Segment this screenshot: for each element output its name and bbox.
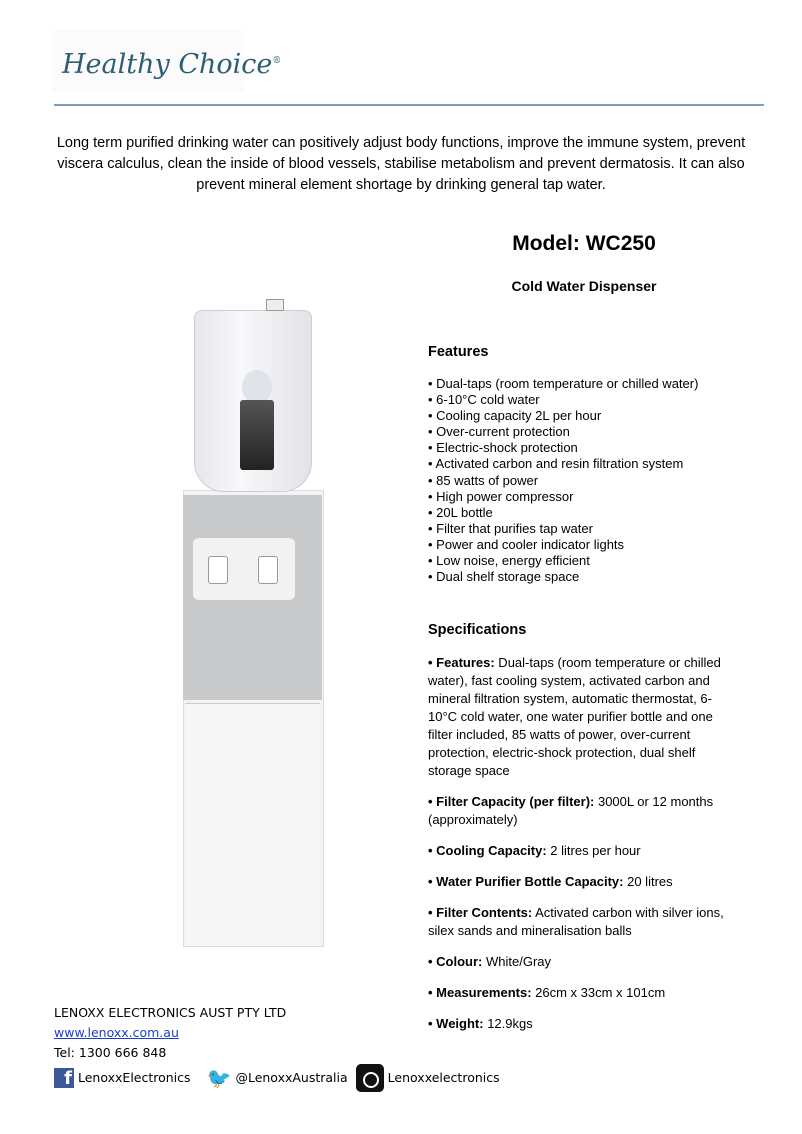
spec-value: Activated carbon with silver ions, silex sands and mineralisation balls (428, 905, 724, 938)
features-list (428, 376, 698, 585)
feature-item: • Dual shelf storage space (428, 569, 580, 585)
spec-item (428, 953, 738, 971)
spec-label: • Filter Contents: (428, 905, 533, 920)
spec-label: • Cooling Capacity: (428, 843, 547, 858)
social-links (54, 1064, 500, 1092)
feature-item: • 6-10°C cold water (428, 392, 540, 408)
instagram-icon[interactable] (356, 1064, 384, 1092)
feature-item: • 20L bottle (428, 504, 493, 520)
logo-mark: ® (272, 56, 282, 66)
feature-item: • Electric-shock protection (428, 440, 578, 456)
spec-value: 3000L or 12 months (approximately) (428, 794, 714, 827)
feature-item: • 85 watts of power (428, 472, 539, 488)
storage-door (185, 703, 320, 946)
spec-value: White/Gray (482, 954, 551, 969)
spec-item (428, 904, 738, 940)
instagram-handle[interactable]: Lenoxxelectronics (387, 1070, 500, 1085)
model-title: Model: WC250 (512, 232, 656, 255)
spec-item (428, 873, 738, 891)
mineral-bulb (242, 370, 272, 404)
spec-label: • Filter Capacity (per filter): (428, 794, 595, 809)
product-subtitle: Cold Water Dispenser (511, 278, 657, 294)
company-name: LENOXX ELECTRONICS AUST PTY LTD (54, 1005, 287, 1020)
features-heading: Features (428, 344, 489, 360)
spec-value: 26cm x 33cm x 101cm (531, 985, 666, 1000)
spec-item (428, 654, 738, 780)
room-temp-tap (208, 556, 228, 584)
spec-label: • Water Purifier Bottle Capacity: (428, 874, 624, 889)
spec-label: • Colour: (428, 954, 483, 969)
feature-item: • Cooling capacity 2L per hour (428, 408, 602, 424)
feature-item: • Dual-taps (room temperature or chilled water) (428, 376, 699, 391)
website-link[interactable]: www.lenoxx.com.au (54, 1025, 179, 1040)
twitter-handle[interactable]: @LenoxxAustralia (235, 1070, 348, 1085)
healthy-choice-logo (52, 30, 282, 92)
feature-item: • Activated carbon and resin filtration system (428, 456, 684, 472)
twitter-icon[interactable]: 🐦 (206, 1066, 232, 1090)
feature-item: • Power and cooler indicator lights (428, 536, 625, 552)
filter-cartridge (240, 400, 274, 470)
feature-item: • Low noise, energy efficient (428, 553, 590, 569)
feature-item: • Filter that purifies tap water (428, 520, 593, 536)
specifications-heading: Specifications (428, 622, 527, 638)
spec-label: • Measurements: (428, 985, 532, 1000)
spec-value: 12.9kgs (483, 1016, 533, 1031)
feature-item: • High power compressor (428, 488, 574, 504)
spec-value: 20 litres (623, 874, 673, 889)
facebook-handle[interactable]: LenoxxElectronics (78, 1070, 191, 1085)
header-divider (54, 104, 764, 106)
bottle-cap (266, 299, 284, 311)
cold-tap (258, 556, 278, 584)
spec-item (428, 842, 738, 860)
spec-label: • Features: (428, 655, 495, 670)
specifications-list (428, 654, 738, 1046)
spec-value: Dual-taps (room temperature or chilled water), fast cooling system, activated carbon and mineral filtration system, automatic thermostat, 6-10°C cold water, one water purifier bottle and one filter included, 85 watts of power, over-current protection, electric-shock protection, dual shelf storage space (428, 655, 721, 778)
spec-value: 2 litres per hour (546, 843, 641, 858)
spec-item (428, 984, 738, 1002)
spec-item (428, 793, 738, 829)
logo-text: Healthy Choice (62, 49, 273, 80)
footer-contact (54, 1003, 500, 1092)
spec-label: • Weight: (428, 1016, 484, 1031)
telephone: Tel: 1300 666 848 (54, 1045, 167, 1060)
facebook-icon[interactable]: f (54, 1068, 74, 1088)
intro-paragraph: Long term purified drinking water can positively adjust body functions, improve the immune system, prevent viscera calculus, clean the inside of blood vessels, stabilise metabolism and prevent dermatosis. It can also prevent mineral element shortage by drinking general tap water. (56, 135, 746, 193)
feature-item: • Over-current protection (428, 424, 570, 440)
